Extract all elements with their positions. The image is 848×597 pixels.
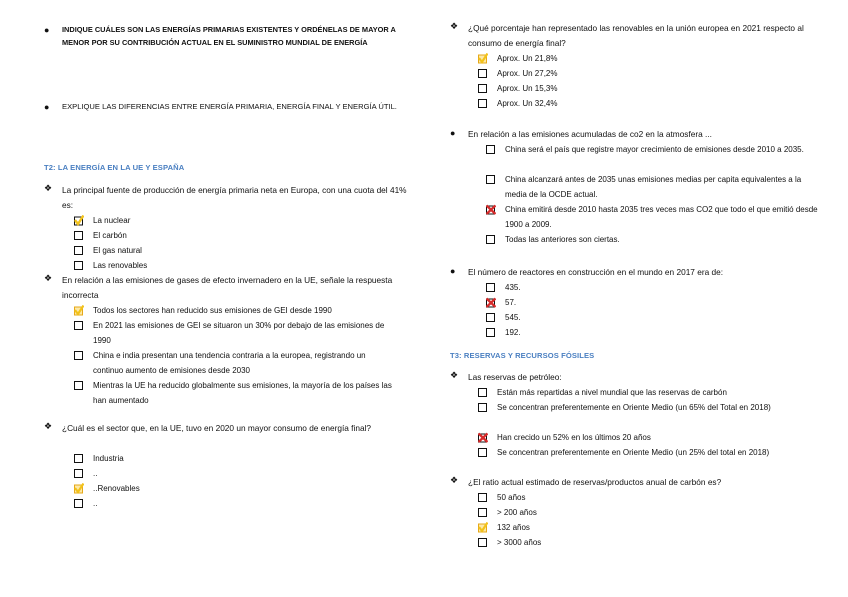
question-sector-consumo [44, 421, 412, 436]
option-row[interactable] [486, 295, 516, 310]
diamond-bullet-icon: ❖ [450, 370, 459, 380]
question-text: ¿Cuál es el sector que, en la UE, tuvo en 2020 un mayor consumo de energía final? [62, 423, 372, 433]
option-row[interactable] [486, 172, 820, 202]
checkbox-icon [486, 283, 495, 292]
question-text: En relación a las emisiones acumuladas de co2 en la atmosfera ... [468, 129, 712, 139]
option-label: Mientras la UE ha reducido globalmente sus emisiones, la mayoría de los países las han aumentado [93, 381, 392, 405]
check-mark-icon [74, 215, 84, 226]
question-diferencias-energia [44, 101, 412, 114]
bullet-icon: ● [450, 128, 456, 138]
checkbox-icon [74, 454, 83, 463]
checkbox-icon [486, 145, 495, 154]
checkbox-icon [74, 469, 83, 478]
option-row[interactable] [478, 66, 557, 81]
question-emisiones-co2 [450, 127, 820, 142]
checkbox-icon [486, 235, 495, 244]
cross-mark-icon [478, 432, 488, 443]
question-fuente-produccion [44, 183, 412, 213]
option-row[interactable] [74, 243, 142, 258]
check-mark-icon [74, 305, 84, 316]
option-row[interactable] [478, 81, 557, 96]
option-row[interactable] [486, 142, 820, 157]
option-label: Todos los sectores han reducido sus emisiones de GEI desde 1990 [93, 306, 332, 315]
option-row[interactable] [486, 325, 521, 340]
question-ratio-carbon [450, 475, 820, 490]
option-label: 545. [505, 313, 521, 322]
option-label: ..Renovables [93, 484, 140, 493]
diamond-bullet-icon: ❖ [44, 421, 53, 431]
option-label: La nuclear [93, 216, 131, 225]
checkbox-icon [478, 403, 487, 412]
question-text: El número de reactores en construcción en el mundo en 2017 era de: [468, 267, 724, 277]
option-label: .. [93, 499, 98, 508]
checkbox-icon [74, 381, 83, 390]
question-text: ¿El ratio actual estimado de reservas/productos anual de carbón es? [468, 477, 722, 487]
bullet-icon: ● [44, 102, 50, 112]
checkbox-icon [486, 328, 495, 337]
checkbox-icon [74, 261, 83, 270]
option-label: China emitirá desde 2010 hasta 2035 tres veces mas CO2 que todo el que emitió desde 1900 a 2009. [505, 205, 818, 229]
checkbox-icon [478, 508, 487, 517]
option-row[interactable] [478, 505, 537, 520]
option-row[interactable] [74, 496, 97, 511]
option-row[interactable] [486, 280, 521, 295]
check-mark-icon [478, 522, 488, 533]
option-label: Aprox. Un 15,3% [497, 84, 558, 93]
checkbox-icon [486, 175, 495, 184]
option-label: China será el país que registre mayor crecimiento de emisiones desde 2010 a 2035. [505, 145, 804, 154]
diamond-bullet-icon: ❖ [44, 273, 53, 283]
option-label: > 200 años [497, 508, 537, 517]
diamond-bullet-icon: ❖ [450, 475, 459, 485]
option-row[interactable] [478, 520, 530, 535]
option-row[interactable] [74, 318, 412, 348]
option-row[interactable] [74, 348, 412, 378]
question-energias-primarias [44, 24, 412, 49]
option-label: 192. [505, 328, 521, 337]
option-row[interactable] [74, 451, 124, 466]
option-label: Están más repartidas a nivel mundial que las reservas de carbón [497, 388, 727, 397]
option-label: Aprox. Un 21,8% [497, 54, 558, 63]
checkbox-icon [486, 313, 495, 322]
option-row[interactable] [74, 378, 412, 408]
diamond-bullet-icon: ❖ [450, 21, 459, 31]
checkbox-icon [478, 99, 487, 108]
option-row[interactable] [478, 400, 820, 415]
section-heading-t2: T2: LA ENERGÍA EN LA UE Y ESPAÑA [44, 163, 185, 172]
cross-mark-icon [486, 297, 496, 308]
option-row[interactable] [478, 96, 557, 111]
checkbox-icon [478, 84, 487, 93]
option-label: > 3000 años [497, 538, 542, 547]
option-row[interactable] [486, 310, 521, 325]
checkbox-icon [74, 351, 83, 360]
check-mark-icon [478, 53, 488, 64]
option-label: Las renovables [93, 261, 148, 270]
checkbox-icon [74, 321, 83, 330]
option-row[interactable] [486, 202, 820, 232]
cross-mark-icon [486, 204, 496, 215]
question-porcentaje-renovables [450, 21, 820, 51]
option-row[interactable] [74, 213, 130, 228]
option-row[interactable] [478, 490, 525, 505]
option-row[interactable] [478, 445, 820, 460]
checkbox-icon [478, 538, 487, 547]
question-text: Las reservas de petróleo: [468, 372, 562, 382]
bullet-icon: ● [450, 266, 456, 276]
option-row[interactable] [478, 430, 820, 445]
option-label: Aprox. Un 27,2% [497, 69, 558, 78]
option-label: 50 años [497, 493, 526, 502]
option-label: Industria [93, 454, 124, 463]
checkbox-icon [74, 231, 83, 240]
option-row[interactable] [74, 481, 140, 496]
option-row[interactable] [74, 258, 147, 273]
question-reactores [450, 265, 820, 280]
bullet-icon: ● [44, 25, 50, 35]
option-row[interactable] [74, 228, 127, 243]
checkbox-icon [478, 493, 487, 502]
option-label: En 2021 las emisiones de GEI se situaron un 30% por debajo de las emisiones de 1990 [93, 321, 385, 345]
checkbox-icon [74, 246, 83, 255]
check-mark-icon [74, 483, 84, 494]
question-text: INDIQUE CUÁLES SON LAS ENERGÍAS PRIMARIAS EXISTENTES Y ORDÉNELAS DE MAYOR A MENOR POR SU CONTRIBUCIÓN ACTUAL EN EL SUMINISTRO MUNDIAL DE ENERGÍA [62, 25, 396, 47]
question-emisiones-gei [44, 273, 412, 303]
section-heading-t3: T3: RESERVAS Y RECURSOS FÓSILES [450, 351, 595, 360]
option-label: Se concentran preferentemente en Oriente Medio (un 65% del Total en 2018) [497, 403, 771, 412]
option-row[interactable] [74, 466, 97, 481]
option-label: China e india presentan una tendencia contraria a la europea, registrando un continuo aumento de emisiones desde 2030 [93, 351, 366, 375]
question-text: EXPLIQUE LAS DIFERENCIAS ENTRE ENERGÍA PRIMARIA, ENERGÍA FINAL Y ENERGÍA ÚTIL. [62, 102, 397, 111]
checkbox-icon [478, 69, 487, 78]
option-row[interactable] [486, 232, 820, 247]
checkbox-icon [478, 388, 487, 397]
option-label: Aprox. Un 32,4% [497, 99, 558, 108]
checkbox-icon [74, 499, 83, 508]
checkbox-icon [478, 448, 487, 457]
question-text: En relación a las emisiones de gases de efecto invernadero en la UE, señale la respuesta incorrecta [62, 275, 393, 300]
option-label: Se concentran preferentemente en Oriente Medio (un 25% del total en 2018) [497, 448, 770, 457]
option-row[interactable] [74, 303, 412, 318]
option-label: 435. [505, 283, 521, 292]
question-text: ¿Qué porcentaje han representado las renovables en la unión europea en 2021 respecto al consumo de energía final? [468, 23, 804, 48]
option-label: 132 años [497, 523, 530, 532]
option-label: 57. [505, 298, 517, 307]
option-label: .. [93, 469, 98, 478]
option-label: El carbón [93, 231, 127, 240]
question-text: La principal fuente de producción de energía primaria neta en Europa, con una cuota del 41% es: [62, 185, 407, 210]
diamond-bullet-icon: ❖ [44, 183, 53, 193]
option-label: Han crecido un 52% en los últimos 20 años [497, 433, 651, 442]
option-label: Todas las anteriores son ciertas. [505, 235, 620, 244]
option-row[interactable] [478, 385, 820, 400]
option-row[interactable] [478, 535, 541, 550]
option-label: El gas natural [93, 246, 142, 255]
option-label: China alcanzará antes de 2035 unas emisiones medias per capita equivalentes a la media de la OCDE actual. [505, 175, 802, 199]
option-row[interactable] [478, 51, 557, 66]
question-reservas-petroleo [450, 370, 820, 385]
